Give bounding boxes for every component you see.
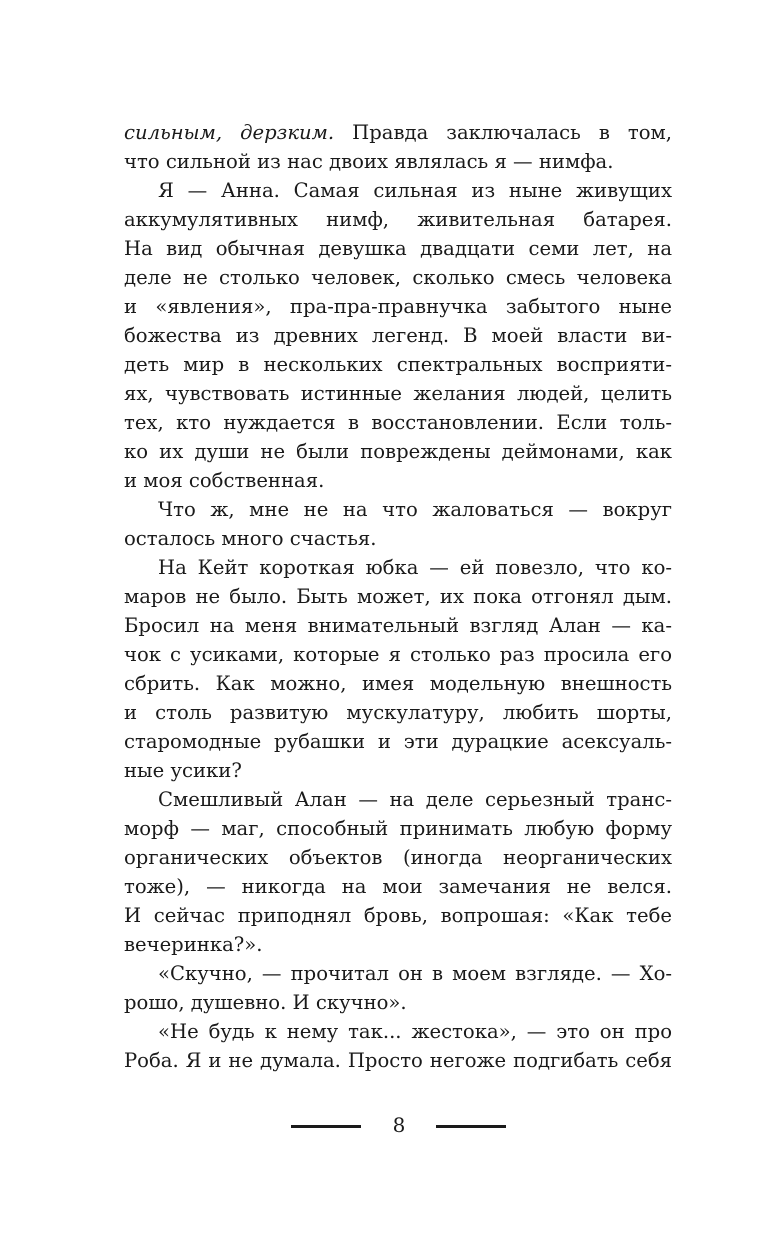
text-line: тоже), — никогда на мои замечания не велся.: [124, 875, 672, 898]
page-body: [124, 118, 672, 1075]
page-number: 8: [392, 1113, 406, 1137]
footer-rule-right: [436, 1125, 506, 1128]
text-line: ях, чувствовать истинные желания людей, целить: [124, 382, 672, 405]
text-line: ные усики?: [124, 759, 242, 782]
text-line: аккумулятивных нимф, живительная батарея.: [124, 208, 672, 231]
text-line: «Не будь к нему так... жестока», — это он про: [158, 1020, 672, 1043]
text-line: деле не столько человек, сколько смесь человека: [124, 266, 672, 289]
text-line: тех, кто нуждается в восстановлении. Если толь-: [124, 411, 672, 434]
text-line: И сейчас приподнял бровь, вопрошая: «Как тебе: [124, 904, 672, 927]
italic-text: сильным, дерзким.: [124, 121, 335, 144]
text-line: На Кейт короткая юбка — ей повезло, что ко-: [158, 556, 672, 579]
text-line: Смешливый Алан — на деле серьезный транс-: [158, 788, 672, 811]
text-line: и «явления», пра-пра-правнучка забытого ныне: [124, 295, 672, 318]
text-line: и столь развитую мускулатуру, любить шорты,: [124, 701, 672, 724]
text-line: «Скучно, — прочитал он в моем взгляде. — Хо-: [158, 962, 672, 985]
text-line: ко их души не были повреждены деймонами, как: [124, 440, 672, 463]
text-line: сбрить. Как можно, имея модельную внешность: [124, 672, 672, 695]
text-line: морф — маг, способный принимать любую форму: [124, 817, 672, 840]
text-line: рошо, душевно. И скучно».: [124, 991, 407, 1014]
page-footer: [0, 1110, 768, 1140]
text-line: органических объектов (иногда неорганических: [124, 846, 672, 869]
text-line: Роба. Я и не думала. Просто негоже подгибать себя: [124, 1049, 672, 1072]
text-line: и моя собственная.: [124, 469, 325, 492]
text-line: На вид обычная девушка двадцати семи лет, на: [124, 237, 672, 260]
text-line: маров не было. Быть может, их пока отгонял дым.: [124, 585, 672, 608]
text-line: чок с усиками, которые я столько раз просила его: [124, 643, 672, 666]
text-line: старомодные рубашки и эти дурацкие асексуаль-: [124, 730, 672, 753]
text-line: Я — Анна. Самая сильная из ныне живущих: [158, 179, 672, 202]
text-line: что сильной из нас двоих являлась я — нимфа.: [124, 150, 614, 173]
text-line: Что ж, мне не на что жаловаться — вокруг: [158, 498, 672, 521]
text-line: осталось много счастья.: [124, 527, 377, 550]
text-line: деть мир в нескольких спектральных восприяти-: [124, 353, 672, 376]
text-line: вечеринка?».: [124, 933, 263, 956]
text-line: сильным, дерзким. Правда заключалась в том,: [124, 121, 672, 144]
footer-rule-left: [291, 1125, 361, 1128]
text-line: божества из древних легенд. В моей власти ви-: [124, 324, 672, 347]
text-line: Бросил на меня внимательный взгляд Алан — ка-: [124, 614, 672, 637]
